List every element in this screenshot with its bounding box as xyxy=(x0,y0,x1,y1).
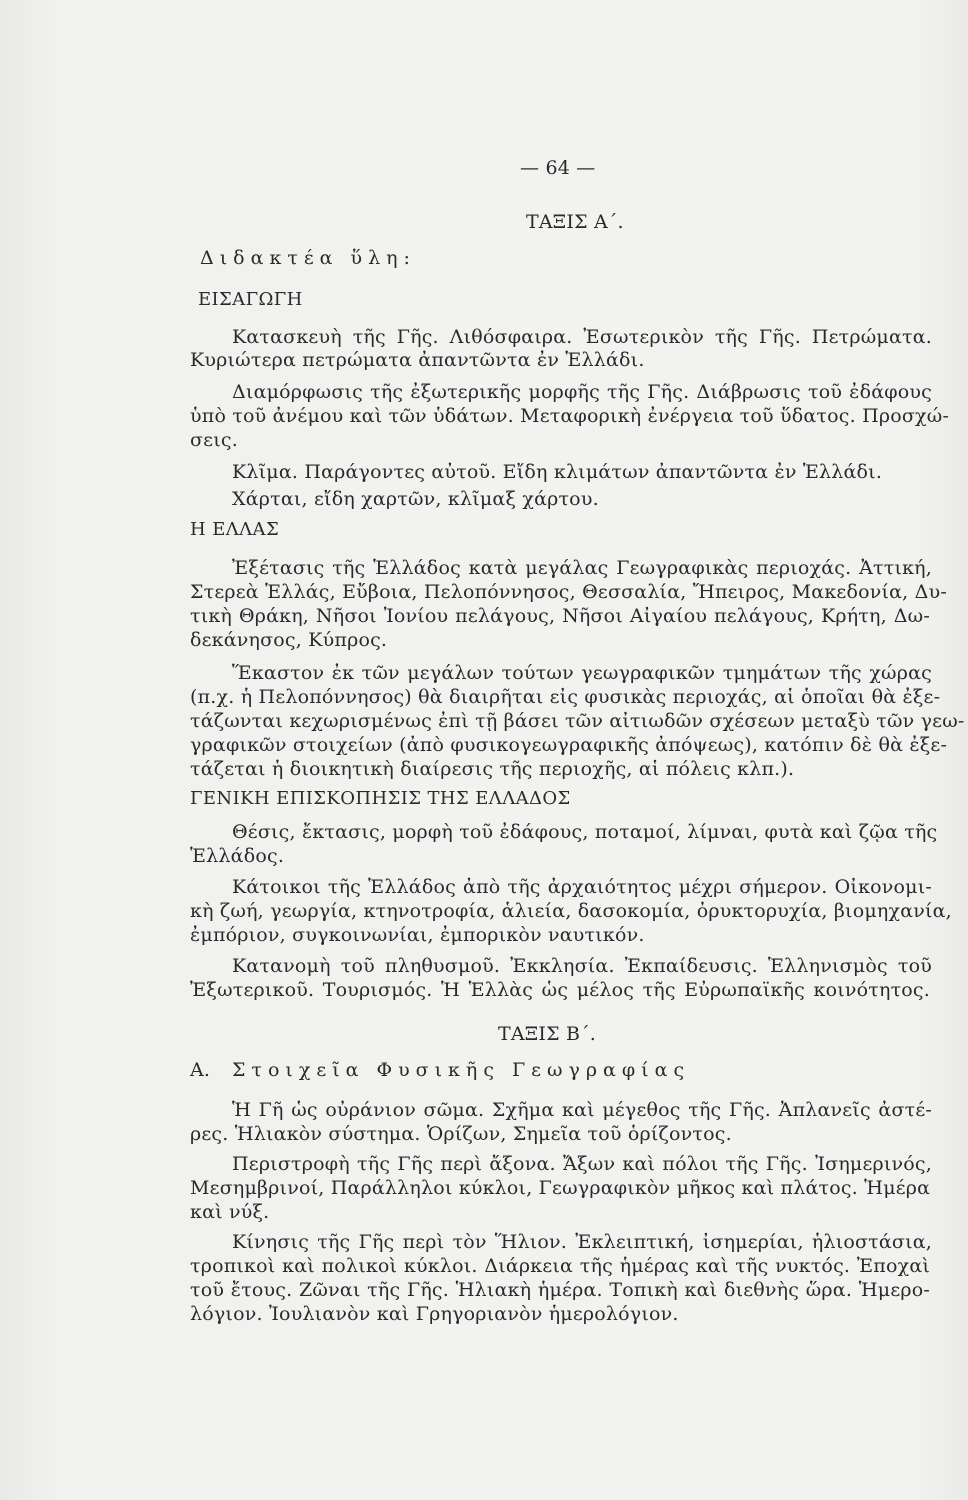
text-line: τροπικοὶ καὶ πολικοὶ κύκλοι. Διάρκεια τῆς ἡμέρας καὶ τῆς νυκτός. Ἐποχαὶ xyxy=(190,1255,930,1277)
text-line: σεις. xyxy=(190,429,238,451)
text-line: Μεσημβρινοί, Παράλληλοι κύκλοι, Γεωγραφικὸν μῆκος καὶ πλάτος. Ἡμέρα xyxy=(190,1177,931,1199)
text-line: Κάτοικοι τῆς Ἑλλάδος ἀπὸ τῆς ἀρχαιότητος μέχρι σήμερον. Οἰκονομι- xyxy=(232,876,932,898)
text-line: Στερεὰ Ἑλλάς, Εὔβοια, Πελοπόννησος, Θεσσαλία, Ἤπειρος, Μακεδονία, Δυ- xyxy=(190,581,947,603)
text-line: Χάρται, εἴδη χαρτῶν, κλῖμαξ χάρτου. xyxy=(232,488,599,510)
text-line: γραφικῶν στοιχείων (ἀπὸ φυσικογεωγραφικῆς ἀπόψεως), κατόπιν δὲ θὰ ἐξε- xyxy=(190,734,948,756)
text-line: τικὴ Θράκη, Νῆσοι Ἰονίου πελάγους, Νῆσοι Αἰγαίου πελάγους, Κρήτη, Δω- xyxy=(190,605,930,627)
text-line: Ἡ Γῆ ὡς οὐράνιον σῶμα. Σχῆμα καὶ μέγεθος τῆς Γῆς. Ἀπλανεῖς ἀστέ- xyxy=(232,1099,932,1121)
text-line: Κλῖμα. Παράγοντες αὐτοῦ. Εἴδη κλιμάτων ἀπαντῶντα ἐν Ἑλλάδι. xyxy=(232,461,883,483)
class-a-title: ΤΑΞΙΣ Α΄. xyxy=(526,211,624,233)
greece-heading: Η ΕΛΛΑΣ xyxy=(190,519,280,540)
text-line: Κυριώτερα πετρώματα ἀπαντῶντα ἐν Ἑλλάδι. xyxy=(190,349,645,371)
overview-heading: ΓΕΝΙΚΗ ΕΠΙΣΚΟΠΗΣΙΣ ΤΗΣ ΕΛΛΑΔΟΣ xyxy=(190,788,571,809)
intro-heading: ΕΙΣΑΓΩΓΗ xyxy=(198,289,303,310)
text-line: τάζεται ἡ διοικητικὴ διαίρεσις τῆς περιοχῆς, αἱ πόλεις κλπ.). xyxy=(190,758,795,780)
text-line: Κατασκευὴ τῆς Γῆς. Λιθόσφαιρα. Ἐσωτερικὸν τῆς Γῆς. Πετρώματα. xyxy=(232,326,932,348)
text-line: ρες. Ἡλιακὸν σύστημα. Ὁρίζων, Σημεῖα τοῦ ὁρίζοντος. xyxy=(190,1123,732,1145)
text-line: ἐμπόριον, συγκοινωνίαι, ἐμπορικὸν ναυτικόν. xyxy=(190,924,645,946)
page-number: — 64 — xyxy=(520,157,596,179)
text-line: καὶ νύξ. xyxy=(190,1201,270,1223)
section-title: Στοιχεῖα Φυσικῆς Γεωγραφίας xyxy=(232,1059,691,1081)
text-line: Ἐξωτερικοῦ. Τουρισμός. Ἡ Ἑλλὰς ὡς μέλος τῆς Εὐρωπαϊκῆς κοινότητος. xyxy=(190,979,930,1001)
text-line: Ἐξέτασις τῆς Ἑλλάδος κατὰ μεγάλας Γεωγραφικὰς περιοχάς. Ἀττική, xyxy=(232,557,932,579)
text-line: ὑπὸ τοῦ ἀνέμου καὶ τῶν ὑδάτων. Μεταφορικὴ ἐνέργεια τοῦ ὕδατος. Προσχώ- xyxy=(190,405,950,427)
text-line: Διαμόρφωσις τῆς ἐξωτερικῆς μορφῆς τῆς Γῆς. Διάβρωσις τοῦ ἐδάφους xyxy=(232,381,932,403)
text-line: τοῦ ἔτους. Ζῶναι τῆς Γῆς. Ἡλιακὴ ἡμέρα. Τοπικὴ καὶ διεθνὴς ὥρα. Ἡμερο- xyxy=(190,1279,930,1301)
text-line: κὴ ζωή, γεωργία, κτηνοτροφία, ἁλιεία, δασοκομία, ὀρυκτορυχία, βιομηχανία, xyxy=(190,900,952,922)
text-line: Θέσις, ἔκτασις, μορφὴ τοῦ ἐδάφους, ποταμοί, λίμναι, φυτὰ καὶ ζῷα τῆς xyxy=(232,821,938,843)
text-line: τάζωνται κεχωρισμένως ἐπὶ τῇ βάσει τῶν αἰτιωδῶν σχέσεων μεταξὺ τῶν γεω- xyxy=(190,710,965,732)
text-line: (π.χ. ἡ Πελοπόννησος) θὰ διαιρῆται εἰς φυσικὰς περιοχάς, αἱ ὁποῖαι θὰ ἐξε- xyxy=(190,686,941,708)
text-line: λόγιον. Ἰουλιανὸν καὶ Γρηγοριανὸν ἡμερολόγιον. xyxy=(190,1303,679,1325)
text-line: Ἑλλάδος. xyxy=(190,845,285,867)
text-line: δεκάνησος, Κύπρος. xyxy=(190,629,388,651)
text-line: Ἕκαστον ἐκ τῶν μεγάλων τούτων γεωγραφικῶν τμημάτων τῆς χώρας xyxy=(232,662,932,684)
text-line: Περιστροφὴ τῆς Γῆς περὶ ἄξονα. Ἄξων καὶ πόλοι τῆς Γῆς. Ἰσημερινός, xyxy=(232,1153,932,1175)
class-b-title: ΤΑΞΙΣ Β΄. xyxy=(498,1023,597,1045)
text-line: Κίνησις τῆς Γῆς περὶ τὸν Ἥλιον. Ἐκλειπτική, ἰσημερίαι, ἡλιοστάσια, xyxy=(232,1231,932,1253)
text-line: Κατανομὴ τοῦ πληθυσμοῦ. Ἐκκλησία. Ἐκπαίδευσις. Ἑλληνισμὸς τοῦ xyxy=(232,955,932,977)
section-letter: Α. xyxy=(190,1059,211,1081)
syllabus-label: Διδακτέα ὕλη: xyxy=(200,247,416,269)
